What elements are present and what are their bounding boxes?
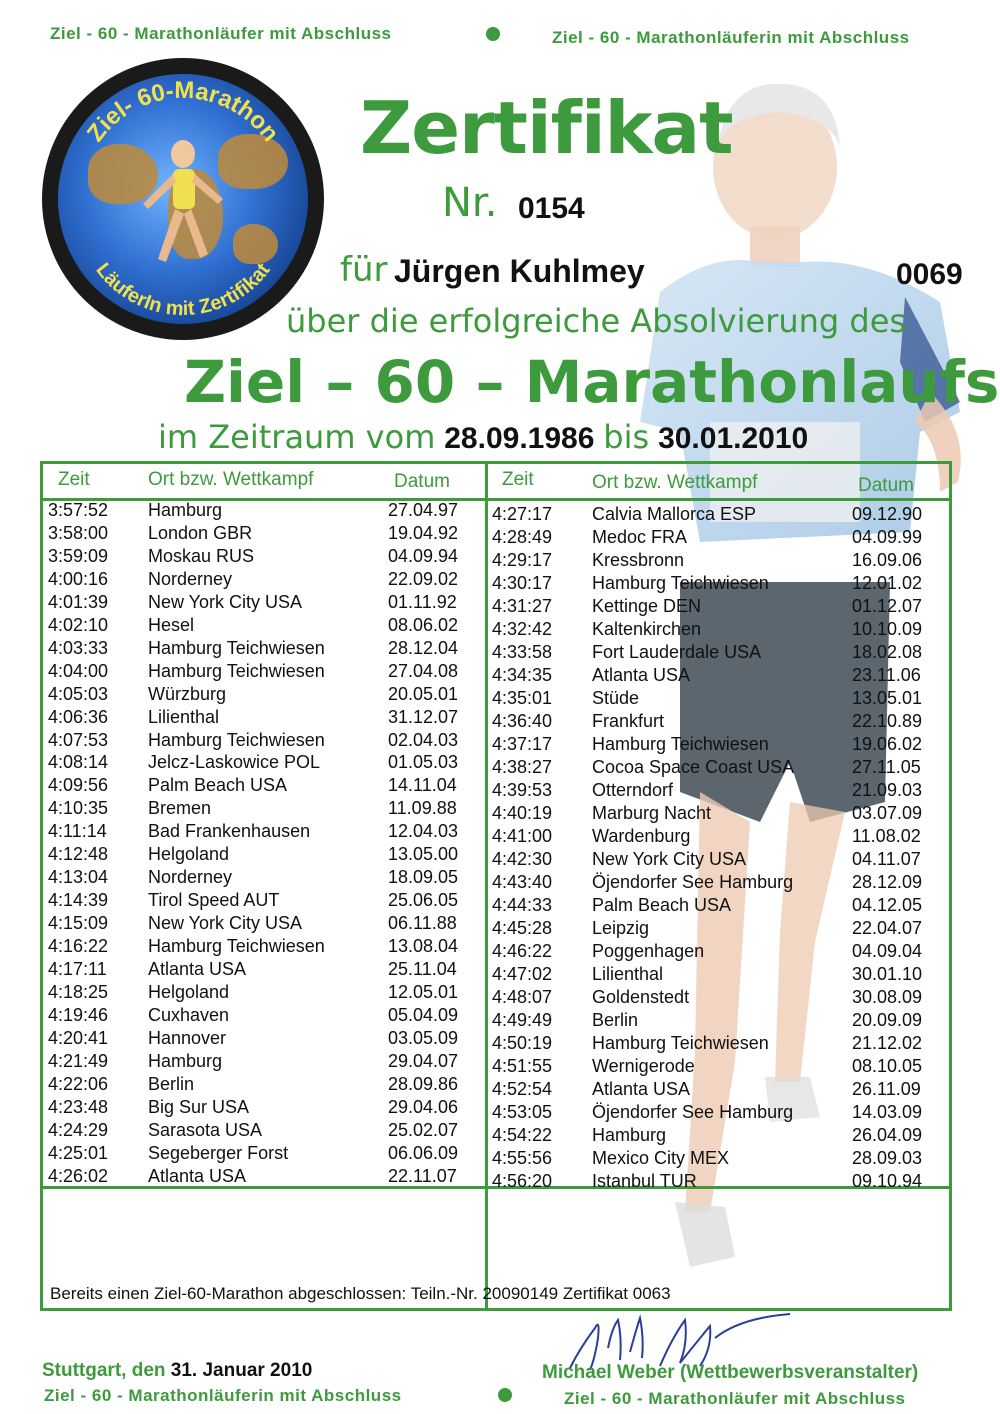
result-date: 28.09.86 (388, 1073, 459, 1094)
result-place: Hamburg (148, 500, 223, 520)
result-time: 4:06:36 (48, 706, 109, 727)
result-time: 4:39:53 (492, 780, 553, 800)
result-date: 28.09.03 (852, 1148, 923, 1168)
result-date: 03.07.09 (852, 803, 923, 823)
header-zeit-right: Zeit (502, 469, 534, 490)
result-date: 27.04.97 (388, 500, 459, 520)
result-time: 4:30:17 (492, 573, 553, 593)
result-time: 4:52:54 (492, 1079, 553, 1099)
result-place: Segeberger Forst (148, 1142, 289, 1163)
result-time: 4:09:56 (48, 775, 109, 796)
result-time: 4:18:25 (48, 981, 109, 1002)
result-time: 4:14:39 (48, 890, 109, 911)
result-date: 11.08.02 (852, 826, 921, 846)
result-time: 4:46:22 (492, 941, 553, 961)
header-right-text: Ziel - 60 - Marathonläuferin mit Abschluss (552, 28, 910, 47)
result-place: Sarasota USA (148, 1119, 263, 1140)
result-time: 4:49:49 (492, 1010, 553, 1030)
result-place: Otterndorf (592, 780, 674, 800)
place-date (42, 1360, 312, 1382)
table-divider (485, 464, 488, 1308)
date-from: 28.09.1986 (444, 422, 595, 455)
result-place: Kettinge DEN (592, 596, 702, 616)
result-time: 4:13:04 (48, 867, 109, 888)
result-place: Istanbul TUR (592, 1171, 697, 1191)
header-datum-right: Datum (858, 475, 914, 496)
result-time: 4:33:58 (492, 642, 553, 662)
result-date: 04.09.04 (852, 941, 923, 961)
result-date: 01.12.07 (852, 596, 923, 616)
result-date: 20.09.09 (852, 1010, 923, 1030)
result-place: Fort Lauderdale USA (592, 642, 762, 662)
result-time: 4:23:48 (48, 1096, 109, 1117)
result-time: 4:43:40 (492, 872, 553, 892)
result-time: 4:53:05 (492, 1102, 553, 1122)
result-place: Norderney (148, 867, 233, 888)
result-place: Lilienthal (148, 706, 220, 727)
result-place: Hamburg (592, 1125, 667, 1145)
result-date: 22.04.07 (852, 918, 923, 938)
result-place: Hamburg (148, 1050, 223, 1071)
result-place: Bad Frankenhausen (148, 821, 311, 842)
result-place: Öjendorfer See Hamburg (592, 1102, 794, 1122)
result-place: Helgoland (148, 981, 230, 1002)
result-date: 06.06.09 (388, 1142, 459, 1163)
result-time: 4:56:20 (492, 1171, 553, 1191)
result-date: 14.11.04 (388, 775, 457, 796)
result-place: Mexico City MEX (592, 1148, 730, 1168)
period-label: im Zeitraum vom (158, 418, 436, 456)
result-time: 3:58:00 (48, 522, 109, 543)
result-date: 08.10.05 (852, 1056, 923, 1076)
result-place: Tirol Speed AUT (148, 890, 280, 911)
result-time: 4:38:27 (492, 757, 553, 777)
result-date: 25.11.04 (388, 959, 457, 979)
recipient-name: Jürgen Kuhlmey (394, 253, 645, 289)
footer-dot (498, 1388, 512, 1402)
result-time: 4:04:00 (48, 660, 109, 681)
result-date: 09.12.90 (852, 504, 923, 524)
result-time: 4:31:27 (492, 596, 553, 616)
footer-right-text: Ziel - 60 - Marathonläufer mit Abschluss (564, 1389, 906, 1408)
result-place: New York City USA (148, 913, 303, 934)
result-time: 4:51:55 (492, 1056, 553, 1076)
result-date: 02.04.03 (388, 729, 459, 750)
result-time: 4:42:30 (492, 849, 553, 869)
header-dot (486, 27, 500, 41)
result-place: Hamburg Teichwiesen (148, 729, 325, 750)
result-time: 4:05:03 (48, 683, 109, 704)
result-date: 28.12.04 (388, 637, 459, 658)
result-date: 26.04.09 (852, 1125, 923, 1145)
result-time: 4:08:14 (48, 752, 109, 773)
result-date: 12.04.03 (388, 821, 459, 842)
result-date: 01.11.92 (388, 591, 457, 612)
place-label: Stuttgart, den (42, 1360, 166, 1381)
result-date: 04.09.99 (852, 527, 923, 547)
result-place: Atlanta USA (592, 1079, 691, 1099)
result-place: Calvia Mallorca ESP (592, 504, 757, 524)
result-date: 30.08.09 (852, 987, 923, 1007)
result-place: New York City USA (592, 849, 747, 869)
result-place: Kressbronn (592, 550, 685, 570)
result-date: 05.04.09 (388, 1004, 459, 1025)
fuer-label: für (340, 250, 388, 290)
result-date: 03.05.09 (388, 1027, 459, 1048)
result-time: 4:16:22 (48, 936, 109, 957)
result-date: 08.06.02 (388, 614, 459, 635)
result-time: 4:00:16 (48, 568, 109, 589)
header-zeit-left: Zeit (58, 469, 90, 490)
bis-label: bis (603, 418, 650, 456)
result-time: 4:44:33 (492, 895, 553, 915)
result-time: 4:50:19 (492, 1033, 553, 1053)
result-place: Hamburg Teichwiesen (592, 734, 769, 754)
result-time: 4:55:56 (492, 1148, 553, 1168)
seal-logo (42, 58, 324, 340)
result-date: 04.09.94 (388, 545, 459, 566)
result-time: 4:48:07 (492, 987, 553, 1007)
result-date: 10.10.09 (852, 619, 923, 639)
result-time: 4:25:01 (48, 1142, 109, 1163)
certificate-title: Zertifikat (360, 86, 733, 170)
result-time: 4:15:09 (48, 913, 109, 934)
result-date: 01.05.03 (388, 752, 459, 773)
result-time: 4:24:29 (48, 1119, 109, 1140)
result-time: 3:57:52 (48, 500, 109, 520)
header-datum-left: Datum (394, 471, 450, 492)
result-time: 4:01:39 (48, 591, 109, 612)
svg-text:Ziel- 60-Marathon (82, 77, 284, 147)
result-date: 11.09.88 (388, 798, 457, 819)
result-time: 3:59:09 (48, 545, 109, 566)
previous-completion-note (50, 1284, 671, 1304)
result-date: 29.04.07 (388, 1050, 459, 1071)
result-place: Palm Beach USA (592, 895, 732, 915)
signer-name: Michael Weber (Wettbewerbsveranstalter) (542, 1362, 919, 1383)
nr-label: Nr. (442, 180, 498, 226)
result-place: Lilienthal (592, 964, 664, 984)
date-to: 30.01.2010 (658, 422, 809, 455)
result-date: 06.11.88 (388, 913, 457, 934)
result-place: Hamburg Teichwiesen (592, 1033, 769, 1053)
result-place: Marburg Nacht (592, 803, 712, 823)
result-date: 29.04.06 (388, 1096, 459, 1117)
result-time: 4:41:00 (492, 826, 553, 846)
result-place: New York City USA (148, 591, 303, 612)
result-date: 25.06.05 (388, 890, 459, 911)
result-date: 25.02.07 (388, 1119, 459, 1140)
result-date: 22.09.02 (388, 568, 459, 589)
result-place: Stüde (592, 688, 640, 708)
result-time: 4:02:10 (48, 614, 109, 635)
header-ort-left: Ort bzw. Wettkampf (148, 469, 314, 490)
result-time: 4:45:28 (492, 918, 553, 938)
result-time: 4:37:17 (492, 734, 553, 754)
result-time: 4:28:49 (492, 527, 553, 547)
result-date: 09.10.94 (852, 1171, 923, 1191)
result-place: Cuxhaven (148, 1004, 230, 1025)
result-date: 20.05.01 (388, 683, 459, 704)
result-place: Goldenstedt (592, 987, 690, 1007)
result-time: 4:19:46 (48, 1004, 109, 1025)
result-time: 4:54:22 (492, 1125, 553, 1145)
result-place: Norderney (148, 568, 233, 589)
result-place: Hamburg Teichwiesen (148, 637, 325, 658)
result-place: Atlanta USA (148, 1165, 247, 1186)
result-date: 13.05.01 (852, 688, 923, 708)
result-place: Bremen (148, 798, 212, 819)
result-date: 27.04.08 (388, 660, 459, 681)
result-time: 4:03:33 (48, 637, 109, 658)
result-date: 21.12.02 (852, 1033, 923, 1053)
event-title: Ziel – 60 – Marathonlaufs (184, 348, 1000, 416)
result-date: 04.11.07 (852, 849, 921, 869)
result-date: 14.03.09 (852, 1102, 923, 1122)
result-time: 4:35:01 (492, 688, 553, 708)
result-date: 28.12.09 (852, 872, 923, 892)
result-place: Atlanta USA (148, 959, 247, 979)
result-place: Big Sur USA (148, 1096, 250, 1117)
result-date: 19.04.92 (388, 522, 459, 543)
result-date: 13.05.00 (388, 844, 459, 865)
result-date: 26.11.09 (852, 1079, 921, 1099)
result-place: Hamburg Teichwiesen (148, 936, 325, 957)
result-place: Berlin (148, 1073, 195, 1094)
footer-left-text: Ziel - 60 - Marathonläuferin mit Abschluss (44, 1386, 402, 1405)
result-date: 31.12.07 (388, 706, 459, 727)
issue-date: 31. Januar 2010 (170, 1360, 313, 1381)
result-date: 12.01.02 (852, 573, 923, 593)
result-place: Würzburg (148, 683, 227, 704)
result-date: 22.10.89 (852, 711, 923, 731)
period-line (158, 418, 808, 456)
result-place: Moskau RUS (148, 545, 255, 566)
result-time: 4:17:11 (48, 959, 107, 979)
result-place: Cocoa Space Coast USA (592, 757, 795, 777)
result-place: London GBR (148, 522, 253, 543)
result-time: 4:26:02 (48, 1165, 109, 1186)
result-date: 04.12.05 (852, 895, 923, 915)
seal-text-bottom: LäuferIn mit Zertifikat (91, 259, 275, 321)
result-place: Hannover (148, 1027, 227, 1048)
result-time: 4:36:40 (492, 711, 553, 731)
svg-text:LäuferIn mit Zertifikat (91, 259, 274, 320)
result-place: Hesel (148, 614, 195, 635)
result-date: 30.01.10 (852, 964, 923, 984)
seal-text-top: Ziel- 60-Marathon (81, 76, 285, 147)
result-place: Poggenhagen (592, 941, 705, 961)
header-ort-right: Ort bzw. Wettkampf (592, 472, 758, 493)
previous-completion-value: Teiln.-Nr. 20090149 Zertifikat 0063 (410, 1284, 671, 1303)
result-date: 19.06.02 (852, 734, 923, 754)
header-left-text: Ziel - 60 - Marathonläufer mit Abschluss (50, 24, 392, 43)
previous-completion-label: Bereits einen Ziel-60-Marathon abgeschlossen: (50, 1284, 407, 1303)
result-place: Medoc FRA (592, 527, 688, 547)
result-time: 4:47:02 (492, 964, 553, 984)
result-time: 4:11:14 (48, 821, 107, 842)
result-place: Wernigerode (592, 1056, 695, 1076)
result-date: 21.09.03 (852, 780, 923, 800)
result-date: 22.11.07 (388, 1165, 457, 1186)
result-time: 4:07:53 (48, 729, 109, 750)
result-place: Öjendorfer See Hamburg (592, 872, 794, 892)
result-place: Hamburg Teichwiesen (148, 660, 325, 681)
result-time: 4:27:17 (492, 504, 553, 524)
result-place: Kaltenkirchen (592, 619, 702, 639)
result-place: Helgoland (148, 844, 230, 865)
result-place: Jelcz-Laskowice POL (148, 752, 321, 773)
result-date: 13.08.04 (388, 936, 459, 957)
result-place: Atlanta USA (592, 665, 691, 685)
result-date: 18.02.08 (852, 642, 923, 662)
result-place: Palm Beach USA (148, 775, 288, 796)
result-time: 4:21:49 (48, 1050, 109, 1071)
result-date: 27.11.05 (852, 757, 921, 777)
result-time: 4:40:19 (492, 803, 553, 823)
runner-number: 0069 (896, 258, 963, 291)
result-place: Hamburg Teichwiesen (592, 573, 769, 593)
result-place: Leipzig (592, 918, 650, 938)
result-place: Berlin (592, 1010, 639, 1030)
result-time: 4:29:17 (492, 550, 553, 570)
result-place: Frankfurt (592, 711, 665, 731)
nr-value: 0154 (518, 192, 585, 225)
result-date: 18.09.05 (388, 867, 459, 888)
result-place: Wardenburg (592, 826, 691, 846)
result-date: 23.11.06 (852, 665, 921, 685)
result-time: 4:22:06 (48, 1073, 109, 1094)
result-time: 4:10:35 (48, 798, 109, 819)
result-date: 16.09.06 (852, 550, 923, 570)
completion-line: über die erfolgreiche Absolvierung des (286, 302, 907, 340)
result-time: 4:32:42 (492, 619, 553, 639)
result-time: 4:34:35 (492, 665, 553, 685)
result-time: 4:20:41 (48, 1027, 109, 1048)
result-date: 12.05.01 (388, 981, 459, 1002)
result-time: 4:12:48 (48, 844, 109, 865)
